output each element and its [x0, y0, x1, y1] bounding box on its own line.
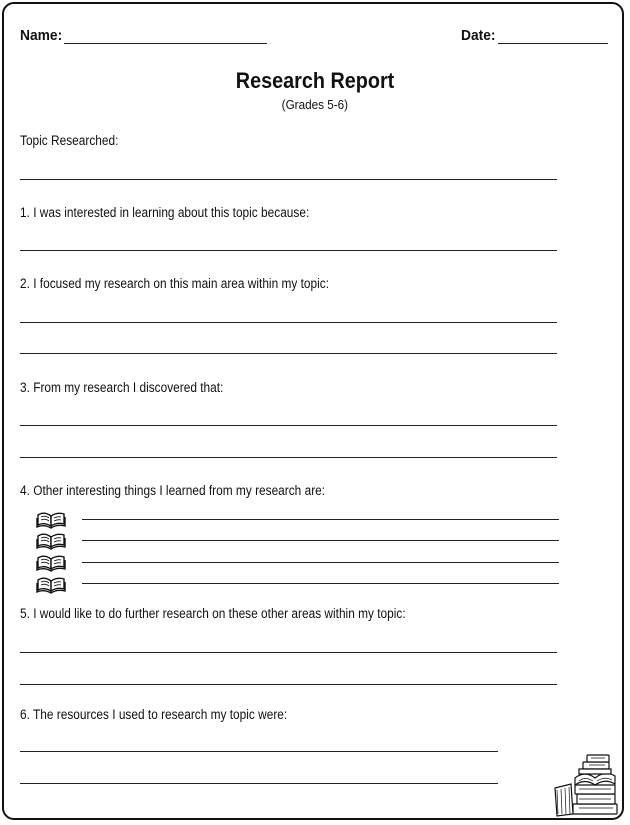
open-book-icon	[35, 552, 67, 572]
worksheet-border	[2, 2, 624, 820]
open-book-icon	[35, 530, 67, 550]
open-book-icon	[35, 509, 67, 529]
answer-line[interactable]	[20, 783, 498, 784]
answer-line[interactable]	[82, 519, 559, 520]
answer-line[interactable]	[20, 322, 557, 323]
question-1: 1. I was interested in learning about this topic because:	[20, 205, 310, 220]
answer-line[interactable]	[20, 457, 557, 458]
date-field-line[interactable]	[498, 43, 608, 44]
answer-line[interactable]	[20, 425, 557, 426]
date-label: Date:	[461, 27, 496, 44]
name-label: Name:	[20, 27, 63, 44]
open-book-icon	[35, 574, 67, 594]
answer-line[interactable]	[20, 250, 557, 251]
name-field-line[interactable]	[64, 43, 267, 44]
stack-of-books-icon	[549, 748, 621, 818]
answer-line[interactable]	[20, 353, 557, 354]
answer-line[interactable]	[82, 583, 559, 584]
question-5: 5. I would like to do further research on these other areas within my topic:	[20, 606, 406, 621]
page-subtitle: (Grades 5-6)	[281, 97, 349, 112]
question-2: 2. I focused my research on this main area within my topic:	[20, 276, 330, 291]
question-3: 3. From my research I discovered that:	[20, 380, 224, 395]
question-4: 4. Other interesting things I learned from my research are:	[20, 483, 326, 498]
answer-line[interactable]	[20, 684, 557, 685]
topic-label: Topic Researched:	[20, 133, 119, 148]
answer-line[interactable]	[20, 652, 557, 653]
answer-line[interactable]	[20, 751, 498, 752]
answer-line[interactable]	[82, 562, 559, 563]
answer-line[interactable]	[82, 540, 559, 541]
topic-answer-line[interactable]	[20, 179, 557, 180]
page-title: Research Report	[235, 68, 395, 93]
question-6: 6. The resources I used to research my topic were:	[20, 707, 288, 722]
